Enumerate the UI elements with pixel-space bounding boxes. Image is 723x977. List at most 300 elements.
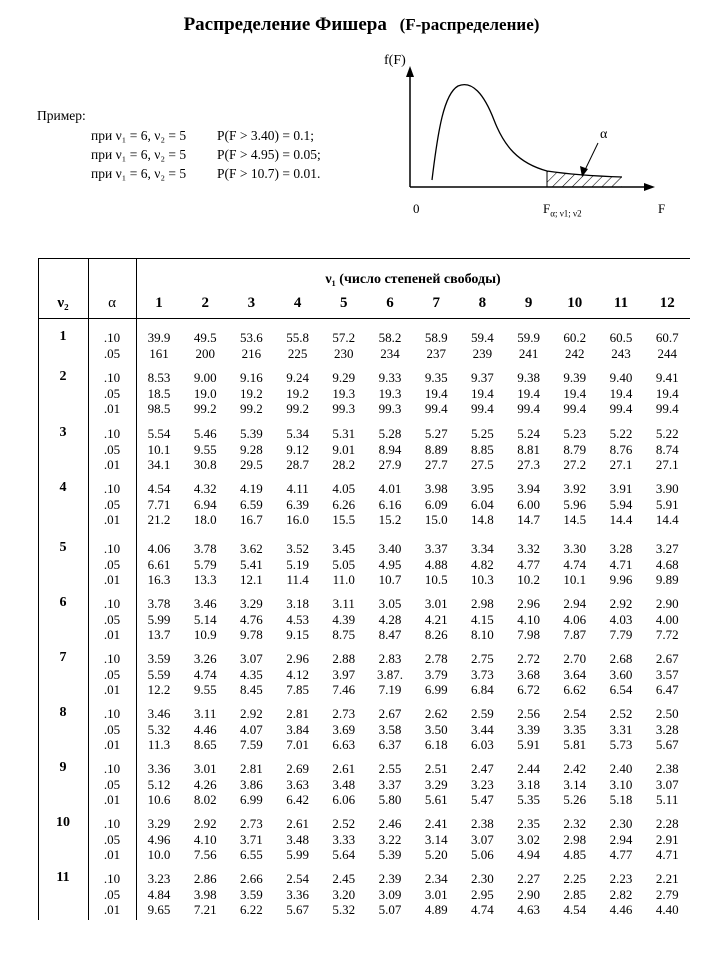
table-cell: 28.7: [286, 457, 309, 472]
table-cell: 3.07: [240, 651, 263, 666]
table-cell: 4.88: [424, 556, 448, 572]
table-cell: 3.92: [563, 481, 587, 496]
table-cell: 2.78: [424, 651, 448, 666]
table-cell: 3.68: [517, 666, 540, 682]
table-cell: 2.23: [609, 871, 633, 886]
table-cell: 2.56: [517, 706, 540, 721]
table-cell: 3.98: [424, 481, 448, 496]
alpha-value: .10: [103, 706, 121, 721]
table-cell: 6.99: [240, 792, 263, 807]
table-cell: 234: [380, 345, 400, 361]
alpha-pointer: [584, 143, 598, 172]
critical-value-subscript: α; ν1; ν2: [550, 208, 582, 219]
table-cell: 19.4: [424, 385, 448, 401]
table-cell: 5.32: [147, 721, 171, 737]
column-header: 7: [432, 295, 440, 311]
f-table: [38, 258, 690, 920]
table-cell: 28.2: [332, 457, 356, 472]
table-cell: 2.94: [609, 831, 633, 847]
table-cell: 244: [657, 345, 677, 361]
table-cell: 7.72: [655, 627, 679, 642]
table-cell: 4.84: [147, 886, 171, 902]
table-cell: 27.3: [517, 457, 540, 472]
alpha-value: .05: [103, 556, 121, 572]
table-cell: 5.64: [332, 847, 356, 862]
table-cell: 4.71: [609, 556, 633, 572]
table-cell: 10.1: [563, 572, 587, 587]
table-cell: 6.94: [193, 496, 217, 512]
alpha-value: .05: [103, 441, 121, 457]
table-cell: 4.39: [332, 611, 356, 627]
table-cell: 6.42: [286, 792, 309, 807]
table-cell: 58.2: [378, 330, 402, 345]
table-cell: 99.2: [193, 401, 217, 416]
alpha-value: .10: [103, 330, 121, 345]
table-cell: 9.40: [609, 370, 633, 385]
table-cell: 2.81: [240, 761, 263, 776]
table-cell: 3.35: [563, 721, 587, 737]
table-cell: 27.9: [378, 457, 402, 472]
table-cell: 2.96: [286, 651, 309, 666]
table-cell: 2.46: [378, 816, 402, 831]
table-cell: 27.1: [609, 457, 633, 472]
table-cell: 5.41: [240, 556, 263, 572]
alpha-value: .05: [103, 831, 121, 847]
alpha-value: .05: [103, 721, 121, 737]
alpha-value: .10: [103, 816, 121, 831]
table-cell: 5.61: [424, 792, 448, 807]
table-cell: 6.16: [378, 496, 402, 512]
alpha-value: .05: [103, 666, 121, 682]
table-cell: 8.75: [332, 627, 356, 642]
alpha-value: .01: [103, 902, 121, 917]
table-cell: 2.28: [655, 816, 679, 831]
table-cell: 5.14: [193, 611, 217, 627]
table-cell: 4.54: [147, 481, 171, 496]
table-cell: 19.4: [563, 385, 587, 401]
nu2-value: 5: [59, 540, 67, 555]
nu2-value: 9: [59, 760, 67, 775]
table-cell: 3.63: [286, 776, 309, 792]
table-cell: 19.4: [471, 385, 494, 401]
table-cell: 200: [195, 345, 215, 361]
alpha-value: .05: [103, 611, 121, 627]
table-cell: 14.4: [655, 512, 679, 527]
table-cell: 2.75: [471, 651, 494, 666]
table-cell: 5.25: [471, 426, 494, 441]
table-cell: 2.81: [286, 706, 309, 721]
table-cell: 9.38: [517, 370, 540, 385]
alpha-value: .01: [103, 457, 121, 472]
table-cell: 10.3: [471, 572, 494, 587]
table-cell: 3.01: [424, 596, 448, 611]
table-cell: 9.55: [193, 441, 217, 457]
table-cell: 16.0: [286, 512, 309, 527]
table-cell: 2.35: [517, 816, 540, 831]
table-cell: 4.63: [517, 902, 540, 917]
table-cell: 5.05: [332, 556, 356, 572]
column-header: 10: [567, 295, 583, 311]
table-cell: 5.28: [378, 426, 402, 441]
table-cell: 4.21: [424, 611, 448, 627]
nu2-value: 11: [56, 870, 70, 885]
alpha-value: .01: [103, 792, 121, 807]
alpha-value: .01: [103, 572, 121, 587]
table-cell: 15.2: [378, 512, 402, 527]
table-cell: 2.41: [424, 816, 448, 831]
table-cell: 9.55: [193, 682, 217, 697]
table-cell: 2.72: [517, 651, 540, 666]
column-header: 12: [659, 295, 675, 311]
table-cell: 5.91: [517, 737, 540, 752]
table-cell: 9.37: [471, 370, 494, 385]
alpha-value: .10: [103, 871, 121, 886]
table-cell: 4.15: [471, 611, 494, 627]
table-cell: 3.45: [332, 541, 356, 556]
table-cell: 3.14: [424, 831, 448, 847]
table-cell: 2.91: [655, 831, 679, 847]
table-cell: 3.57: [655, 666, 679, 682]
table-cell: 6.04: [471, 496, 494, 512]
table-cell: 5.06: [471, 847, 494, 862]
alpha-label: α: [600, 127, 608, 142]
alpha-value: .01: [103, 847, 121, 862]
table-cell: 2.39: [378, 871, 402, 886]
table-cell: 2.83: [378, 651, 402, 666]
column-header: 1: [155, 295, 163, 311]
table-cell: 58.9: [424, 330, 448, 345]
alpha-value: .05: [103, 886, 121, 902]
table-cell: 2.38: [655, 761, 679, 776]
alpha-value: .05: [103, 776, 121, 792]
table-cell: 6.18: [424, 737, 448, 752]
table-cell: 14.7: [517, 512, 540, 527]
table-cell: 2.34: [424, 871, 448, 886]
table-cell: 8.26: [424, 627, 448, 642]
table-cell: 53.6: [240, 330, 263, 345]
table-cell: 3.48: [286, 831, 309, 847]
table-cell: 21.2: [147, 512, 171, 527]
critical-value-text: F: [543, 201, 551, 216]
table-cell: 2.67: [655, 651, 679, 666]
table-cell: 6.06: [332, 792, 356, 807]
table-cell: 5.96: [563, 496, 587, 512]
column-header: 6: [386, 295, 394, 311]
density-curve: [432, 85, 622, 180]
table-cell: 3.79: [424, 666, 448, 682]
table-cell: 3.31: [609, 721, 633, 737]
table-cell: 99.4: [609, 401, 633, 416]
example-condition: при ν₁ = 6, ν₂ = 5: [91, 128, 187, 143]
example-row: [37, 145, 321, 164]
table-cell: 98.5: [147, 401, 171, 416]
table-cell: 3.87.: [377, 666, 403, 682]
table-cell: 6.61: [147, 556, 171, 572]
table-cell: 9.29: [332, 370, 356, 385]
table-cell: 99.4: [424, 401, 448, 416]
table-cell: 7.46: [332, 682, 356, 697]
table-cell: 3.09: [378, 886, 402, 902]
table-cell: 9.78: [240, 627, 263, 642]
table-cell: 99.2: [286, 401, 309, 416]
alpha-value: .01: [103, 682, 121, 697]
table-cell: 2.51: [424, 761, 448, 776]
table-cell: 4.32: [193, 481, 217, 496]
table-cell: 5.18: [609, 792, 633, 807]
table-cell: 11.0: [332, 572, 355, 587]
table-cell: 34.1: [147, 457, 171, 472]
table-cell: 6.59: [240, 496, 263, 512]
table-cell: 3.18: [517, 776, 540, 792]
table-cell: 19.2: [240, 385, 263, 401]
table-cell: 4.71: [655, 847, 679, 862]
table-cell: 2.85: [563, 886, 587, 902]
table-cell: 59.4: [471, 330, 494, 345]
table-cell: 8.65: [193, 737, 217, 752]
table-cell: 3.30: [563, 541, 587, 556]
table-cell: 19.0: [193, 385, 217, 401]
table-cell: 4.77: [609, 847, 633, 862]
table-cell: 14.5: [563, 512, 587, 527]
table-cell: 3.62: [240, 541, 263, 556]
table-cell: 5.12: [147, 776, 171, 792]
table-cell: 5.73: [609, 737, 633, 752]
table-cell: 10.1: [147, 441, 171, 457]
column-header: 2: [201, 295, 209, 311]
table-cell: 5.39: [378, 847, 402, 862]
table-cell: 9.35: [424, 370, 448, 385]
table-cell: 2.44: [517, 761, 540, 776]
table-cell: 2.69: [286, 761, 309, 776]
table-cell: 4.94: [517, 847, 540, 862]
table-cell: 8.74: [655, 441, 679, 457]
table-cell: 5.11: [656, 792, 679, 807]
table-cell: 8.47: [378, 627, 402, 642]
table-cell: 5.81: [563, 737, 587, 752]
table-cell: 2.52: [332, 816, 356, 831]
table-cell: 8.02: [193, 792, 217, 807]
table-cell: 11.4: [286, 572, 309, 587]
table-cell: 60.5: [609, 330, 633, 345]
title-subtitle: (F-распределение): [399, 15, 540, 34]
table-cell: 5.54: [147, 426, 171, 441]
table-cell: 8.85: [471, 441, 494, 457]
table-cell: 3.01: [193, 761, 217, 776]
table-cell: 4.19: [240, 481, 263, 496]
y-axis-label: f(F): [384, 53, 406, 68]
table-cell: 60.2: [563, 330, 587, 345]
table-cell: 7.59: [240, 737, 263, 752]
table-cell: 242: [565, 345, 585, 361]
table-cell: 3.94: [517, 481, 540, 496]
table-cell: 4.06: [147, 541, 171, 556]
table-cell: 18.0: [193, 512, 217, 527]
table-cell: 2.45: [332, 871, 356, 886]
table-cell: 4.06: [563, 611, 587, 627]
table-cell: 3.98: [193, 886, 217, 902]
table-cell: 19.4: [655, 385, 679, 401]
table-cell: 3.10: [609, 776, 633, 792]
table-cell: 8.10: [471, 627, 494, 642]
table-cell: 27.2: [563, 457, 587, 472]
table-cell: 99.4: [517, 401, 540, 416]
title-text: Распределение Фишера: [183, 14, 387, 35]
table-cell: 10.5: [424, 572, 448, 587]
table-cell: 3.05: [378, 596, 402, 611]
table-cell: 19.3: [332, 385, 356, 401]
table-cell: 3.07: [471, 831, 494, 847]
table-cell: 4.11: [286, 481, 309, 496]
table-cell: 241: [518, 345, 539, 361]
table-cell: 4.46: [609, 902, 633, 917]
table-header-border: [38, 318, 690, 319]
table-cell: 5.79: [193, 556, 217, 572]
table-cell: 2.59: [471, 706, 494, 721]
nu2-value: 7: [59, 650, 67, 665]
table-cell: 3.95: [471, 481, 494, 496]
table-cell: 4.82: [471, 556, 494, 572]
table-cell: 99.4: [563, 401, 587, 416]
table-cell: 6.54: [609, 682, 633, 697]
table-cell: 2.40: [609, 761, 633, 776]
table-cell: 15.0: [424, 512, 448, 527]
table-cell: 12.2: [147, 682, 171, 697]
table-cell: 2.92: [609, 596, 633, 611]
example-probability: P(F > 10.7) = 0.01.: [217, 166, 321, 181]
table-cell: 14.8: [471, 512, 494, 527]
alpha-value: .10: [103, 596, 121, 611]
alpha-value: .05: [103, 496, 121, 512]
table-cell: 3.86: [240, 776, 263, 792]
table-cell: 6.39: [286, 496, 309, 512]
table-cell: 6.99: [424, 682, 448, 697]
table-cell: 4.76: [240, 611, 263, 627]
table-cell: 3.36: [147, 761, 171, 776]
table-cell: 5.07: [378, 902, 402, 917]
table-cell: 3.27: [655, 541, 679, 556]
nu2-header: ν₂: [57, 295, 69, 311]
nu2-value: 6: [59, 595, 67, 610]
table-cell: 9.96: [609, 572, 633, 587]
table-cell: 3.90: [655, 481, 679, 496]
alpha-value: .10: [103, 541, 121, 556]
table-cell: 3.01: [424, 886, 448, 902]
table-cell: 7.21: [193, 902, 217, 917]
table-cell: 8.53: [147, 370, 171, 385]
table-cell: 8.45: [240, 682, 263, 697]
table-cell: 4.01: [378, 481, 402, 496]
table-cell: 6.09: [424, 496, 448, 512]
table-cell: 5.26: [563, 792, 587, 807]
table-cell: 55.8: [286, 330, 309, 345]
table-cell: 4.95: [378, 556, 402, 572]
table-cell: 3.37: [378, 776, 402, 792]
table-cell: 3.91: [609, 481, 633, 496]
table-cell: 5.19: [286, 556, 309, 572]
nu1-caption: ν₁ (число степеней свободы): [325, 272, 501, 287]
table-cell: 3.78: [193, 541, 217, 556]
example-probability: P(F > 4.95) = 0.05;: [217, 147, 321, 162]
table-cell: 5.31: [332, 426, 356, 441]
table-cell: 7.56: [193, 847, 217, 862]
origin-label: 0: [413, 201, 420, 216]
table-cell: 2.79: [655, 886, 679, 902]
table-cell: 6.47: [655, 682, 679, 697]
table-cell: 5.80: [378, 792, 402, 807]
table-cell: 3.23: [471, 776, 494, 792]
table-cell: 2.27: [517, 871, 540, 886]
x-axis-arrow: [644, 183, 655, 191]
table-cell: 10.2: [517, 572, 540, 587]
table-cell: 4.10: [193, 831, 217, 847]
table-cell: 27.1: [655, 457, 679, 472]
table-cell: 3.36: [286, 886, 309, 902]
table-cell: 4.54: [563, 902, 587, 917]
table-cell: 99.4: [471, 401, 494, 416]
table-cell: 3.71: [240, 831, 263, 847]
table-cell: 2.95: [471, 886, 494, 902]
table-cell: 57.2: [332, 330, 356, 345]
table-cell: 4.74: [563, 556, 587, 572]
table-cell: 9.28: [240, 441, 263, 457]
table-cell: 8.89: [424, 441, 448, 457]
table-cell: 3.29: [240, 596, 263, 611]
table-cell: 9.33: [378, 370, 402, 385]
table-cell: 3.97: [332, 666, 356, 682]
table-cell: 4.10: [517, 611, 540, 627]
table-cell: 3.78: [147, 596, 171, 611]
table-cell: 2.25: [563, 871, 587, 886]
example-row: [37, 164, 321, 183]
example-condition: при ν₁ = 6, ν₂ = 5: [91, 147, 187, 162]
table-cell: 7.19: [378, 682, 402, 697]
table-cell: 10.9: [193, 627, 217, 642]
table-cell: 10.0: [147, 847, 171, 862]
table-cell: 2.88: [332, 651, 356, 666]
alpha-value: .10: [103, 651, 121, 666]
table-cell: 8.79: [563, 441, 587, 457]
table-cell: 6.63: [332, 737, 356, 752]
table-cell: 2.66: [240, 871, 263, 886]
table-cell: 19.4: [609, 385, 633, 401]
example-condition: при ν₁ = 6, ν₂ = 5: [91, 166, 187, 181]
table-cell: 16.3: [147, 572, 171, 587]
table-cell: 7.98: [517, 627, 540, 642]
table-cell: 4.28: [378, 611, 402, 627]
table-cell: 3.33: [332, 831, 356, 847]
table-cell: 8.76: [609, 441, 633, 457]
example-row: [37, 126, 321, 145]
table-cell: 2.55: [378, 761, 402, 776]
table-cell: 4.40: [655, 902, 679, 917]
table-cell: 3.58: [378, 721, 402, 737]
f-distribution-graph: [372, 50, 672, 230]
nu2-value: 1: [59, 329, 67, 344]
table-cell: 19.3: [378, 385, 402, 401]
table-cell: 10.6: [147, 792, 171, 807]
table-cell: 4.53: [286, 611, 309, 627]
table-cell: 27.5: [471, 457, 494, 472]
table-cell: 99.3: [332, 401, 356, 416]
table-cell: 6.62: [563, 682, 587, 697]
table-cell: 3.52: [286, 541, 309, 556]
table-cell: 12.1: [240, 572, 263, 587]
table-cell: 8.94: [378, 441, 402, 457]
table-cell: 2.42: [563, 761, 587, 776]
table-cell: 2.73: [240, 816, 263, 831]
table-cell: 16.7: [240, 512, 263, 527]
table-cell: 3.34: [471, 541, 494, 556]
